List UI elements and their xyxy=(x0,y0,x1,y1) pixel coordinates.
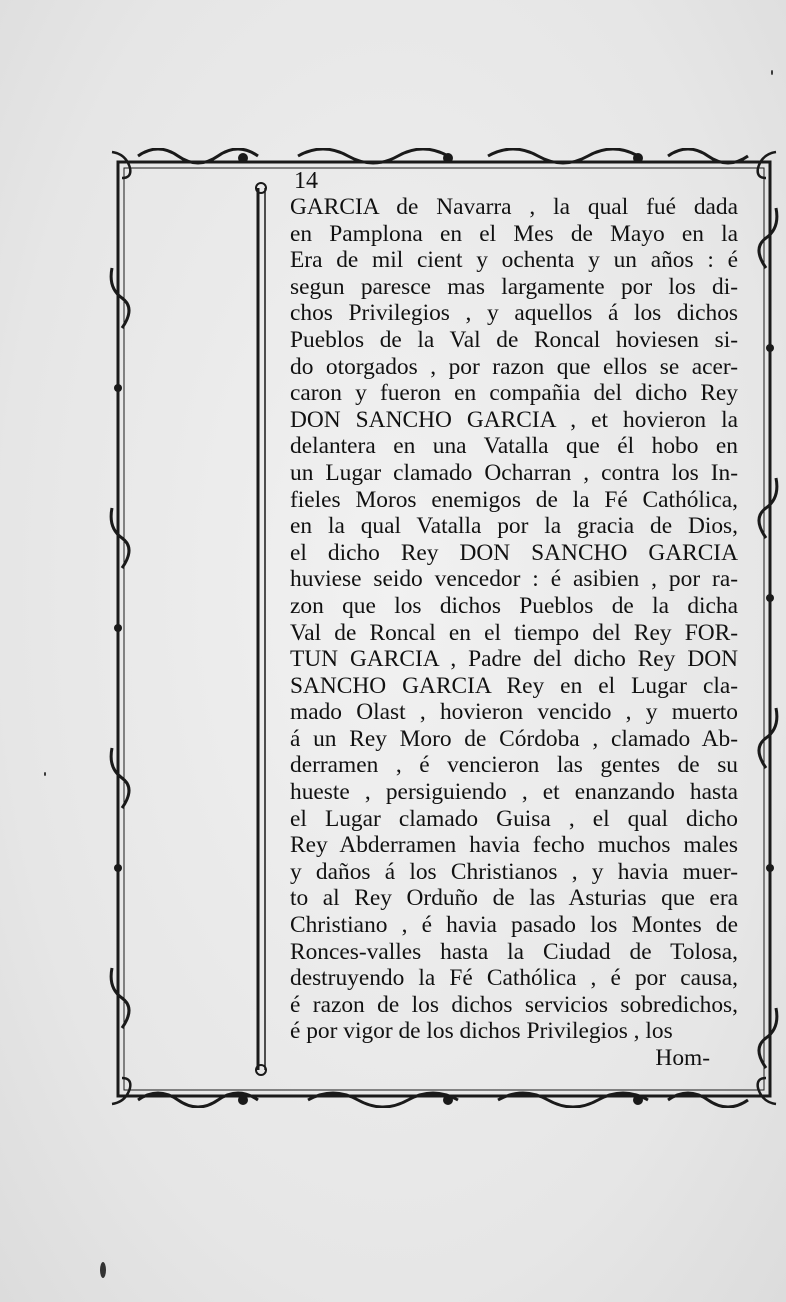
text-line: Ronces-valles hasta la Ciudad de Tolosa, xyxy=(290,938,738,965)
text-line: chos Privilegios , y aquellos á los dichos xyxy=(290,300,738,327)
page-number: 14 xyxy=(294,168,318,194)
text-line: SANCHO GARCIA Rey en el Lugar cla- xyxy=(290,672,738,699)
text-line: do otorgados , por razon que ellos se acer- xyxy=(290,353,738,380)
text-line: fieles Moros enemigos de la Fé Cathólica, xyxy=(290,486,738,513)
text-line: hueste , persiguiendo , et enanzando hasta xyxy=(290,779,738,806)
page-text xyxy=(290,168,738,1072)
text-line: segun paresce mas largamente por los di- xyxy=(290,273,738,300)
text-line: en la qual Vatalla por la gracia de Dios, xyxy=(290,513,738,540)
text-line: en Pamplona en el Mes de Mayo en la xyxy=(290,220,738,247)
text-line: el Lugar clamado Guisa , el qual dicho xyxy=(290,805,738,832)
text-line: DON SANCHO GARCIA , et hovieron la xyxy=(290,406,738,433)
text-line: huviese seido vencedor : é asibien , por ra- xyxy=(290,566,738,593)
text-line: delantera en una Vatalla que él hobo en xyxy=(290,433,738,460)
text-line: Val de Roncal en el tiempo del Rey FOR- xyxy=(290,619,738,646)
text-line: TUN GARCIA , Padre del dicho Rey DON xyxy=(290,646,738,673)
catchword: Hom- xyxy=(655,1045,710,1071)
text-line: GARCIA de Navarra , la qual fué dada xyxy=(290,194,738,220)
ink-speck xyxy=(771,70,773,75)
text-line: á un Rey Moro de Córdoba , clamado Ab- xyxy=(290,725,738,752)
ink-speck xyxy=(100,1262,106,1278)
text-line: é por vigor de los dichos Privilegios , los xyxy=(290,1018,673,1045)
text-line: un Lugar clamado Ocharran , contra los In- xyxy=(290,459,738,486)
text-line: Pueblos de la Val de Roncal hoviesen si- xyxy=(290,326,738,353)
text-line: é razon de los dichos servicios sobredichos, xyxy=(290,991,738,1018)
text-line: caron y fueron en compañia del dicho Rey xyxy=(290,380,738,407)
text-line: Rey Abderramen havia fecho muchos males xyxy=(290,832,738,859)
text-line: Christiano , é havia pasado los Montes de xyxy=(290,912,738,939)
text-line: zon que los dichos Pueblos de la dicha xyxy=(290,592,738,619)
text-line: y daños á los Christianos , y havia muer- xyxy=(290,858,738,885)
text-line: mado Olast , hovieron vencido , y muerto xyxy=(290,699,738,726)
text-line: destruyendo la Fé Cathólica , é por causa, xyxy=(290,965,738,992)
text-line: Era de mil cient y ochenta y un años : é xyxy=(290,247,738,274)
text-line: el dicho Rey DON SANCHO GARCIA xyxy=(290,539,738,566)
text-line: to al Rey Orduño de las Asturias que era xyxy=(290,885,738,912)
text-line: derramen , é vencieron las gentes de su xyxy=(290,752,738,779)
ink-speck xyxy=(44,772,46,776)
